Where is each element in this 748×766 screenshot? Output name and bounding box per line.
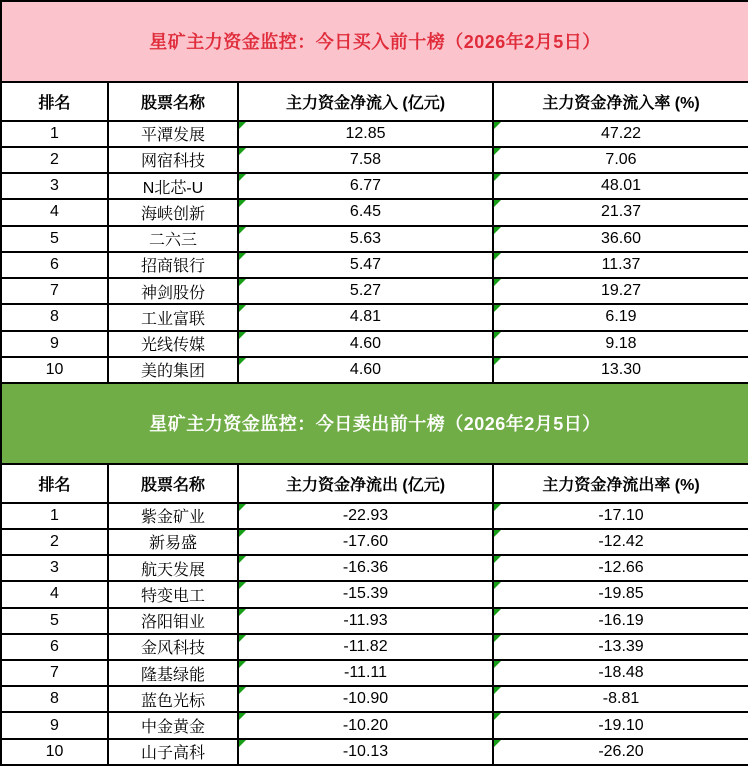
net-flow-value-cell <box>238 555 493 581</box>
net-flow-value-cell <box>238 121 493 147</box>
stock-name-cell-text: 航天发展 <box>140 561 205 579</box>
net-flow-rate-cell <box>493 529 748 555</box>
stock-name-cell <box>108 529 238 555</box>
table-row <box>1 147 748 173</box>
net-flow-rate-cell-text: -19.85 <box>598 585 644 603</box>
table-row <box>1 686 748 712</box>
number-stored-as-text-indicator-icon <box>239 713 246 720</box>
column-header-net-outflow: 主力资金净流出 (亿元) <box>238 464 493 503</box>
net-flow-value-cell <box>238 686 493 712</box>
net-flow-rate-cell-text: -26.20 <box>598 742 644 760</box>
net-flow-rate-cell-text: -19.10 <box>598 716 644 734</box>
net-flow-value-cell-text: -16.36 <box>342 559 389 577</box>
net-flow-rate-cell-text: 48.01 <box>600 177 642 195</box>
net-flow-value-cell-text: -15.39 <box>342 585 389 603</box>
net-flow-value-cell-text: -10.20 <box>342 716 389 734</box>
table-row <box>1 739 748 765</box>
net-flow-value-cell-text: 12.85 <box>345 124 386 142</box>
net-flow-rate-cell-text: -17.10 <box>598 506 644 524</box>
number-stored-as-text-indicator-icon <box>239 556 246 563</box>
stock-name-cell-text: 二六三 <box>148 232 197 250</box>
column-header-net-inflow: 主力资金净流入 (亿元) <box>238 82 493 121</box>
buy-table-header-section <box>1 1 748 121</box>
net-flow-rate-cell-text: 36.60 <box>600 229 642 247</box>
number-stored-as-text-indicator-icon <box>239 661 246 668</box>
stock-name-cell-text: 隆基绿能 <box>140 666 205 684</box>
stock-name-cell-text: 洛阳钼业 <box>140 614 205 632</box>
rank-cell-text: 1 <box>50 506 59 524</box>
net-flow-value-cell-text: -22.93 <box>342 506 389 524</box>
net-flow-rate-cell-text: 9.18 <box>605 334 637 352</box>
number-stored-as-text-indicator-icon <box>494 661 501 668</box>
table-row <box>1 226 748 252</box>
stock-name-cell <box>108 712 238 738</box>
number-stored-as-text-indicator-icon <box>494 332 501 339</box>
table-row <box>1 634 748 660</box>
net-flow-value-cell <box>238 529 493 555</box>
number-stored-as-text-indicator-icon <box>239 253 246 260</box>
number-stored-as-text-indicator-icon <box>239 279 246 286</box>
rank-cell-text: 1 <box>50 124 59 142</box>
net-flow-rate-cell <box>493 304 748 330</box>
stock-name-cell-text: 蓝色光标 <box>140 692 205 710</box>
net-flow-rate-cell-text: 11.37 <box>601 255 641 273</box>
number-stored-as-text-indicator-icon <box>239 332 246 339</box>
net-flow-value-cell <box>238 581 493 607</box>
table-row <box>1 555 748 581</box>
stock-name-cell-text: 山子高科 <box>140 745 205 763</box>
number-stored-as-text-indicator-icon <box>239 687 246 694</box>
table-row <box>1 121 748 147</box>
stock-name-cell <box>108 121 238 147</box>
net-flow-value-cell <box>238 304 493 330</box>
net-flow-value-cell <box>238 199 493 225</box>
stock-name-cell <box>108 634 238 660</box>
net-flow-value-cell-text: 6.45 <box>349 203 382 221</box>
table-row <box>1 173 748 199</box>
rank-cell-text: 7 <box>50 664 59 682</box>
stock-name-cell <box>108 555 238 581</box>
number-stored-as-text-indicator-icon <box>494 148 501 155</box>
number-stored-as-text-indicator-icon <box>239 122 246 129</box>
stock-name-cell <box>108 581 238 607</box>
number-stored-as-text-indicator-icon <box>239 305 246 312</box>
table-row <box>1 278 748 304</box>
net-flow-rate-cell-text: 19.27 <box>600 282 642 300</box>
stock-name-cell <box>108 686 238 712</box>
rank-cell <box>1 331 108 357</box>
rank-cell <box>1 660 108 686</box>
rank-cell <box>1 199 108 225</box>
number-stored-as-text-indicator-icon <box>494 358 501 365</box>
net-flow-rate-cell-text: 6.19 <box>605 308 637 326</box>
column-header-stock-name: 股票名称 <box>108 82 238 121</box>
column-header-rank: 排名 <box>1 464 108 503</box>
buy-table-column-header-row <box>1 82 748 121</box>
rank-cell <box>1 121 108 147</box>
sell-table-body <box>1 503 748 765</box>
table-row <box>1 252 748 278</box>
net-flow-rate-cell <box>493 252 748 278</box>
net-flow-rate-cell <box>493 686 748 712</box>
number-stored-as-text-indicator-icon <box>494 609 501 616</box>
stock-name-cell-text: 海峡创新 <box>140 205 205 223</box>
stock-name-cell-text: 平潭发展 <box>140 127 205 145</box>
sell-table-header-section <box>1 383 748 503</box>
table-row <box>1 357 748 383</box>
column-header-net-inflow-rate: 主力资金净流入率 (%) <box>493 82 748 121</box>
rank-cell-text: 8 <box>50 308 59 326</box>
net-flow-rate-cell <box>493 660 748 686</box>
stock-name-cell-text: 特变电工 <box>140 587 205 605</box>
rank-cell <box>1 503 108 529</box>
net-flow-rate-cell-text: -16.19 <box>598 611 644 629</box>
table-row <box>1 660 748 686</box>
net-flow-rate-cell-text: -13.39 <box>598 637 644 655</box>
rank-cell-text: 2 <box>50 150 59 168</box>
net-flow-rate-cell <box>493 173 748 199</box>
net-flow-rate-cell <box>493 121 748 147</box>
stock-name-cell <box>108 503 238 529</box>
rank-cell-text: 2 <box>50 532 59 550</box>
number-stored-as-text-indicator-icon <box>239 635 246 642</box>
stock-name-cell-text: 金风科技 <box>140 640 205 658</box>
buy-table-body <box>1 121 748 383</box>
stock-name-cell-text: 中金黄金 <box>140 719 205 737</box>
net-flow-value-cell-text: -17.60 <box>342 532 389 550</box>
stock-name-cell-text: 神剑股份 <box>140 284 205 302</box>
stock-name-cell <box>108 252 238 278</box>
net-flow-value-cell <box>238 252 493 278</box>
net-flow-value-cell-text: -11.11 <box>344 664 387 682</box>
stock-name-cell-text: 光线传媒 <box>140 337 205 355</box>
number-stored-as-text-indicator-icon <box>239 227 246 234</box>
stock-name-cell <box>108 304 238 330</box>
rank-cell-text: 9 <box>50 334 59 352</box>
rank-cell-text: 9 <box>50 716 59 734</box>
stock-name-cell-text: 新易盛 <box>148 535 197 553</box>
net-flow-rate-cell <box>493 581 748 607</box>
net-flow-rate-cell-text: -18.48 <box>598 664 644 682</box>
buy-table-title-band <box>1 1 748 82</box>
net-flow-value-cell-text: 6.77 <box>349 177 382 195</box>
net-flow-rate-cell <box>493 331 748 357</box>
rank-cell <box>1 173 108 199</box>
net-flow-value-cell-text: 5.27 <box>349 282 382 300</box>
rank-cell <box>1 581 108 607</box>
stock-name-cell <box>108 278 238 304</box>
net-flow-rate-cell <box>493 608 748 634</box>
number-stored-as-text-indicator-icon <box>494 227 501 234</box>
rank-cell <box>1 712 108 738</box>
rank-cell <box>1 304 108 330</box>
net-flow-rate-cell <box>493 555 748 581</box>
rank-cell-text: 5 <box>50 611 59 629</box>
rank-cell <box>1 529 108 555</box>
net-flow-value-cell-text: 4.81 <box>349 308 382 326</box>
number-stored-as-text-indicator-icon <box>494 687 501 694</box>
net-flow-value-cell <box>238 712 493 738</box>
stock-name-cell <box>108 739 238 765</box>
sell-table-title-band <box>1 383 748 464</box>
net-flow-value-cell <box>238 278 493 304</box>
stock-name-cell <box>108 226 238 252</box>
rank-cell-text: 4 <box>50 585 59 603</box>
stock-name-cell-text: 工业富联 <box>140 310 205 328</box>
rank-cell <box>1 634 108 660</box>
stock-name-cell <box>108 199 238 225</box>
number-stored-as-text-indicator-icon <box>239 174 246 181</box>
stock-name-cell-text: N北芯-U <box>142 179 204 197</box>
net-flow-rate-cell <box>493 712 748 738</box>
rank-cell-text: 7 <box>50 282 59 300</box>
stock-name-cell <box>108 147 238 173</box>
net-flow-rate-cell <box>493 278 748 304</box>
rank-cell <box>1 278 108 304</box>
net-flow-rate-cell <box>493 357 748 383</box>
net-flow-rate-cell-text: -12.42 <box>598 532 644 550</box>
table-row <box>1 712 748 738</box>
rank-cell-text: 3 <box>50 177 59 195</box>
net-flow-rate-cell <box>493 199 748 225</box>
net-flow-value-cell <box>238 739 493 765</box>
number-stored-as-text-indicator-icon <box>494 253 501 260</box>
net-flow-rate-cell <box>493 739 748 765</box>
net-flow-value-cell-text: 4.60 <box>349 334 382 352</box>
table-row <box>1 608 748 634</box>
net-flow-value-cell <box>238 634 493 660</box>
net-flow-value-cell-text: -11.82 <box>343 637 388 655</box>
table-row <box>1 529 748 555</box>
net-flow-rate-cell-text: 7.06 <box>605 150 637 168</box>
net-flow-value-cell-text: 7.58 <box>349 150 382 168</box>
number-stored-as-text-indicator-icon <box>239 200 246 207</box>
rank-cell <box>1 686 108 712</box>
column-header-rank: 排名 <box>1 82 108 121</box>
number-stored-as-text-indicator-icon <box>239 504 246 511</box>
rank-cell-text: 6 <box>50 637 59 655</box>
stock-name-cell <box>108 357 238 383</box>
net-flow-value-cell <box>238 226 493 252</box>
table-row <box>1 503 748 529</box>
stock-name-cell-text: 网宿科技 <box>140 153 205 171</box>
net-flow-value-cell-text: -10.13 <box>342 742 389 760</box>
rank-cell <box>1 147 108 173</box>
net-flow-value-cell <box>238 660 493 686</box>
net-flow-value-cell-text: 5.63 <box>349 229 382 247</box>
sell-table-column-header-row <box>1 464 748 503</box>
table-row <box>1 581 748 607</box>
number-stored-as-text-indicator-icon <box>494 200 501 207</box>
rank-cell-text: 4 <box>50 203 59 221</box>
rank-cell-text: 8 <box>50 690 59 708</box>
net-flow-value-cell <box>238 608 493 634</box>
number-stored-as-text-indicator-icon <box>494 582 501 589</box>
net-flow-value-cell-text: -10.90 <box>342 690 389 708</box>
net-flow-value-cell <box>238 331 493 357</box>
net-flow-rate-cell-text: -8.81 <box>602 690 640 708</box>
net-flow-value-cell <box>238 147 493 173</box>
net-flow-rate-cell-text: 13.30 <box>600 360 642 378</box>
net-flow-rate-cell <box>493 226 748 252</box>
number-stored-as-text-indicator-icon <box>494 713 501 720</box>
net-flow-rate-cell-text: 47.22 <box>600 124 642 142</box>
number-stored-as-text-indicator-icon <box>239 740 246 747</box>
stock-name-cell-text: 招商银行 <box>140 258 205 276</box>
rank-cell-text: 6 <box>50 255 59 273</box>
net-flow-rate-cell-text: -12.66 <box>598 559 644 577</box>
table-row <box>1 199 748 225</box>
number-stored-as-text-indicator-icon <box>239 609 246 616</box>
number-stored-as-text-indicator-icon <box>239 582 246 589</box>
net-flow-rate-cell <box>493 503 748 529</box>
rank-cell <box>1 252 108 278</box>
stock-name-cell <box>108 331 238 357</box>
number-stored-as-text-indicator-icon <box>494 740 501 747</box>
number-stored-as-text-indicator-icon <box>239 358 246 365</box>
rank-cell <box>1 357 108 383</box>
table-row <box>1 304 748 330</box>
number-stored-as-text-indicator-icon <box>494 504 501 511</box>
number-stored-as-text-indicator-icon <box>239 148 246 155</box>
stock-name-cell <box>108 608 238 634</box>
rank-cell-text: 10 <box>45 742 64 760</box>
rank-cell <box>1 555 108 581</box>
rank-cell-text: 10 <box>45 360 64 378</box>
rank-cell <box>1 226 108 252</box>
net-flow-rate-cell <box>493 147 748 173</box>
stock-name-cell-text: 美的集团 <box>140 363 205 381</box>
number-stored-as-text-indicator-icon <box>494 122 501 129</box>
net-flow-value-cell <box>238 503 493 529</box>
number-stored-as-text-indicator-icon <box>494 530 501 537</box>
column-header-stock-name: 股票名称 <box>108 464 238 503</box>
column-header-net-outflow-rate: 主力资金净流出率 (%) <box>493 464 748 503</box>
net-flow-value-cell <box>238 357 493 383</box>
stock-name-cell-text: 紫金矿业 <box>140 509 205 527</box>
rank-cell-text: 3 <box>50 559 59 577</box>
buy-table-title: 星矿主力资金监控：今日买入前十榜（2026年2月5日） <box>1 1 748 82</box>
rank-cell <box>1 608 108 634</box>
net-flow-value-cell-text: 5.47 <box>349 255 382 273</box>
rank-cell-text: 5 <box>50 229 59 247</box>
table-row <box>1 331 748 357</box>
number-stored-as-text-indicator-icon <box>494 305 501 312</box>
net-flow-value-cell-text: 4.60 <box>349 360 382 378</box>
number-stored-as-text-indicator-icon <box>494 279 501 286</box>
number-stored-as-text-indicator-icon <box>494 635 501 642</box>
number-stored-as-text-indicator-icon <box>239 530 246 537</box>
stock-name-cell <box>108 660 238 686</box>
net-flow-value-cell-text: -11.93 <box>343 611 388 629</box>
net-flow-rate-cell-text: 21.37 <box>600 203 642 221</box>
net-flow-rate-cell <box>493 634 748 660</box>
stock-name-cell <box>108 173 238 199</box>
rank-cell <box>1 739 108 765</box>
number-stored-as-text-indicator-icon <box>494 174 501 181</box>
net-flow-value-cell <box>238 173 493 199</box>
sell-table-title: 星矿主力资金监控：今日卖出前十榜（2026年2月5日） <box>1 383 748 464</box>
number-stored-as-text-indicator-icon <box>494 556 501 563</box>
